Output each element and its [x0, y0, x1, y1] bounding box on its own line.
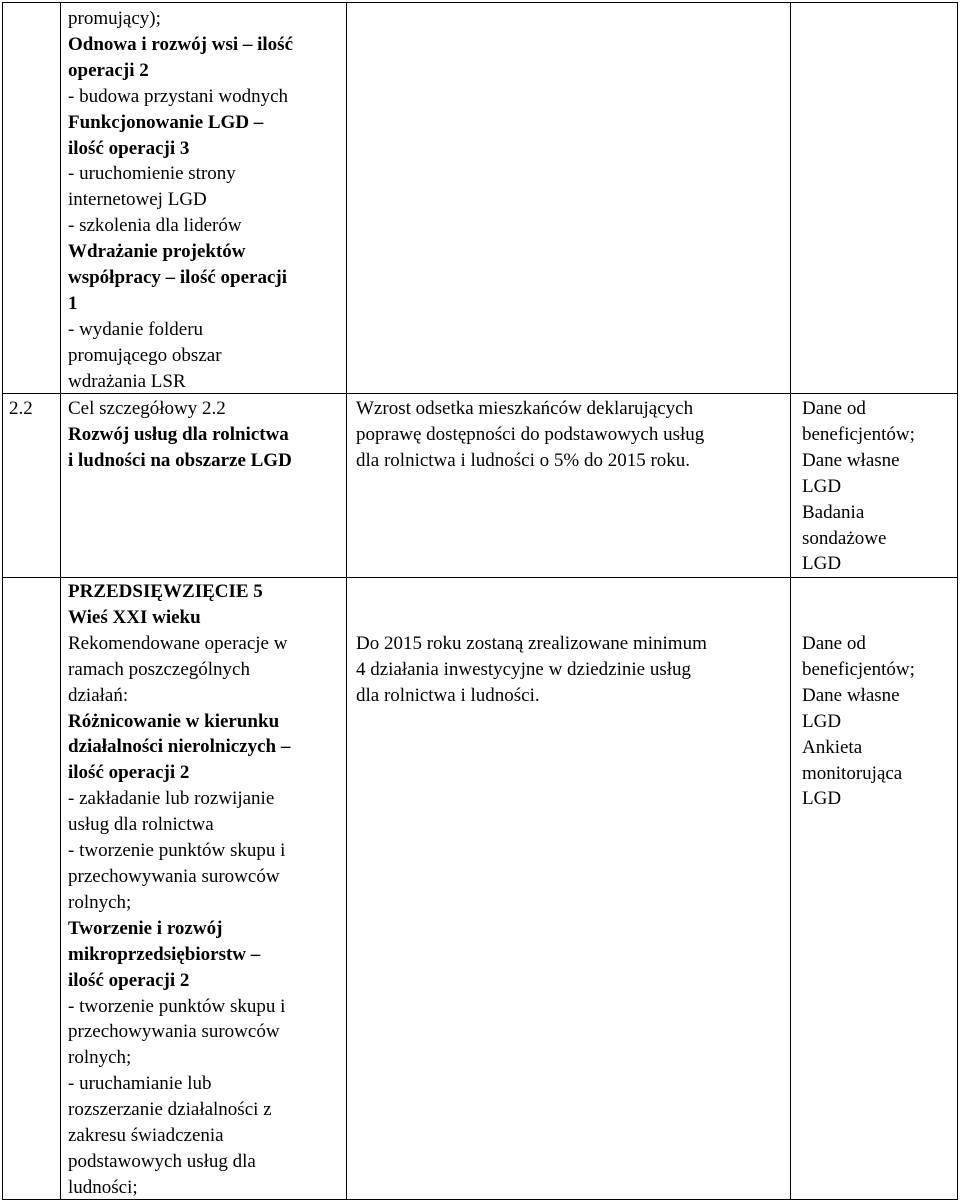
- cell-line: działań:: [68, 684, 129, 706]
- table-border-col2: [346, 2, 347, 1200]
- cell-line: sondażowe: [802, 527, 887, 549]
- cell-line: LGD: [802, 710, 842, 732]
- row-2-source: [802, 396, 915, 577]
- cell-line: przechowywania surowców: [68, 865, 280, 887]
- cell-line: - wydanie folderu: [68, 318, 204, 340]
- row-3-description: [68, 579, 290, 1201]
- cell-line: ramach poszczególnych: [68, 658, 250, 680]
- cell-line: beneficjentów;: [802, 658, 915, 680]
- row-3-source: [802, 631, 915, 812]
- cell-line: Wzrost odsetka mieszkańców deklarujących: [356, 398, 694, 419]
- cell-line: dla rolnictwa i ludności.: [356, 684, 540, 706]
- cell-line: Dane od: [802, 398, 866, 419]
- cell-line: 4 działania inwestycyjne w dziedzinie usług: [356, 658, 692, 680]
- cell-line: Badania: [802, 501, 865, 523]
- cell-line: - zakładanie lub rozwijanie: [68, 788, 275, 810]
- cell-line: - tworzenie punktów skupu i: [68, 995, 286, 1017]
- cell-line: Ankieta: [802, 736, 863, 758]
- table-border-col1: [60, 2, 61, 1200]
- row-2-description: [68, 396, 292, 474]
- cell-line: Dane własne: [802, 684, 900, 706]
- cell-line: Odnowa i rozwój wsi – ilość: [68, 33, 294, 55]
- cell-line: LGD: [802, 788, 842, 810]
- cell-line: promującego obszar: [68, 344, 222, 366]
- cell-line: - uruchomienie strony: [68, 163, 236, 185]
- cell-line: PRZEDSIĘWZIĘCIE 5: [68, 581, 263, 602]
- cell-line: usług dla rolnictwa: [68, 814, 214, 836]
- cell-line: ludności;: [68, 1176, 138, 1198]
- row-3-indicator: [356, 631, 707, 709]
- cell-line: ilość operacji 3: [68, 137, 190, 159]
- cell-line: LGD: [802, 553, 842, 575]
- table-border-right: [957, 2, 958, 1200]
- cell-line: Różnicowanie w kierunku: [68, 710, 280, 732]
- cell-line: Wieś XXI wieku: [68, 606, 201, 628]
- cell-line: Cel szczegółowy 2.2: [68, 398, 226, 419]
- cell-line: rolnych;: [68, 891, 132, 913]
- cell-line: - szkolenia dla liderów: [68, 215, 242, 237]
- cell-line: monitorująca: [802, 762, 903, 784]
- cell-line: Rekomendowane operacje w: [68, 632, 288, 654]
- cell-line: przechowywania surowców: [68, 1021, 280, 1043]
- cell-line: dla rolnictwa i ludności o 5% do 2015 roku.: [356, 449, 691, 471]
- cell-line: operacji 2: [68, 59, 149, 81]
- cell-line: 1: [68, 292, 78, 314]
- table-border-top: [2, 2, 958, 3]
- cell-line: promujący);: [68, 8, 161, 29]
- cell-line: rozszerzanie działalności z: [68, 1099, 272, 1121]
- cell-line: - tworzenie punktów skupu i: [68, 840, 286, 862]
- cell-line: Do 2015 roku zostaną zrealizowane minimum: [356, 633, 707, 654]
- cell-line: działalności nierolniczych –: [68, 736, 291, 758]
- table-border-col3: [790, 2, 791, 1200]
- row-2-number: [9, 396, 33, 422]
- table-border-left: [2, 2, 3, 1200]
- cell-line: podstawowych usług dla: [68, 1150, 256, 1172]
- cell-line: mikroprzedsiębiorstw –: [68, 943, 261, 965]
- cell-line: beneficjentów;: [802, 423, 915, 445]
- cell-line: - budowa przystani wodnych: [68, 85, 289, 107]
- cell-line: Rozwój usług dla rolnictwa: [68, 423, 289, 445]
- cell-line: Funkcjonowanie LGD –: [68, 111, 264, 133]
- cell-line: wdrażania LSR: [68, 370, 186, 392]
- cell-line: rolnych;: [68, 1047, 132, 1069]
- cell-line: LGD: [802, 475, 842, 497]
- cell-line: Wdrażanie projektów: [68, 241, 246, 263]
- cell-line: ilość operacji 2: [68, 969, 190, 991]
- row-number: 2.2: [9, 398, 33, 419]
- cell-line: i ludności na obszarze LGD: [68, 449, 292, 471]
- cell-line: Dane własne: [802, 449, 900, 471]
- cell-line: Tworzenie i rozwój: [68, 917, 223, 939]
- cell-line: - uruchamianie lub: [68, 1073, 212, 1095]
- cell-line: zakresu świadczenia: [68, 1125, 224, 1147]
- cell-line: Dane od: [802, 633, 866, 654]
- cell-line: współpracy – ilość operacji: [68, 267, 288, 289]
- cell-line: ilość operacji 2: [68, 762, 190, 784]
- cell-line: internetowej LGD: [68, 189, 207, 211]
- row-1-description: [68, 6, 293, 395]
- cell-line: poprawę dostępności do podstawowych usług: [356, 423, 705, 445]
- row-2-indicator: [356, 396, 704, 474]
